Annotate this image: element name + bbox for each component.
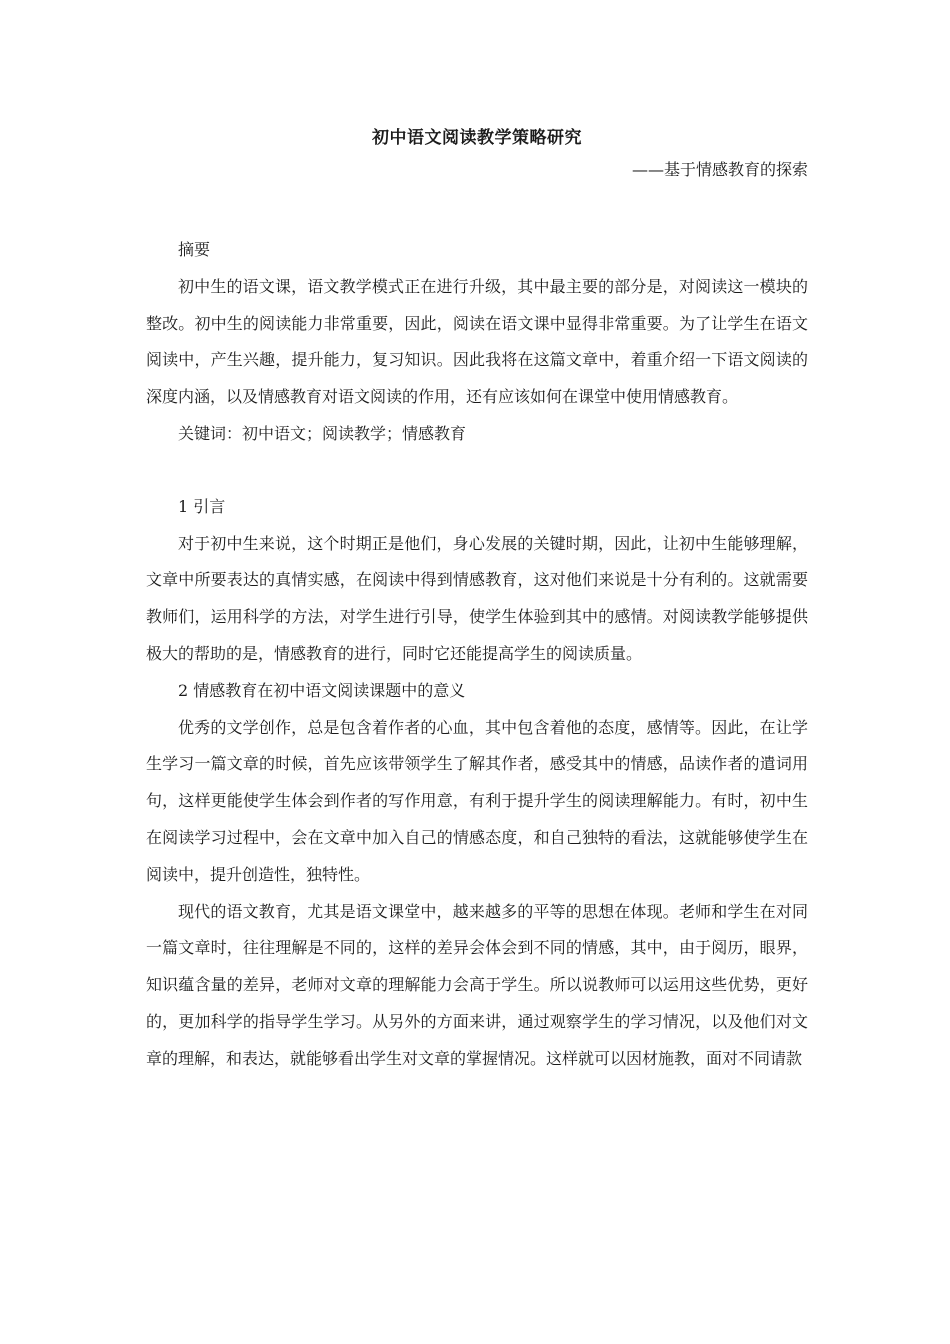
document-title: 初中语文阅读教学策略研究 <box>372 128 582 148</box>
document-body <box>146 122 808 1078</box>
document-subtitle: ——基于情感教育的探索 <box>631 160 808 179</box>
section2-paragraph-1: 优秀的文学创作，总是包含着作者的心血，其中包含着他的态度，感情等。因此，在让学生学习一篇文章的时候，首先应该带领学生了解其作者，感受其中的情感，品读作者的遣词用句，这样更能使学生体会到作者的写作用意，有利于提升学生的阅读理解能力。有时，初中生在阅读学习过程中，会在文章中加入自己的情感态度，和自己独特的看法，这就能够使学生在阅读中，提升创造性，独特性。 <box>146 717 808 884</box>
spacer <box>146 186 808 232</box>
section1-heading: 1 引言 <box>178 496 226 516</box>
keywords-line: 关键词：初中语文；阅读教学；情感教育 <box>178 423 467 443</box>
abstract-heading: 摘要 <box>178 240 211 259</box>
section2-paragraph-2: 现代的语文教育，尤其是语文课堂中，越来越多的平等的思想在体现。老师和学生在对同一篇文章时，往往理解是不同的，这样的差异会体会到不同的情感，其中，由于阅历，眼界，知识蕴含量的差异，老师对文章的理解能力会高于学生。所以说教师可以运用这些优势，更好的，更加科学的指导学生学习。从另外的方面来讲，通过观察学生的学习情况，以及他们对文章的理解，和表达，就能够看出学生对文章的掌握情况。这样就可以因材施教，面对不同请款 <box>146 901 808 1068</box>
spacer <box>146 453 808 489</box>
section1-text: 对于初中生来说，这个时期正是他们，身心发展的关键时期，因此，让初中生能够理解，文章中所要表达的真情实感，在阅读中得到情感教育，这对他们来说是十分有利的。这就需要教师们，运用科学的方法，对学生进行引导，使学生体验到其中的感情。对阅读教学能够提供极大的帮助的是，情感教育的进行，同时它还能提高学生的阅读质量。 <box>146 533 808 663</box>
section2-heading: 2 情感教育在初中语文阅读课题中的意义 <box>178 680 466 700</box>
abstract-text: 初中生的语文课，语文教学模式正在进行升级，其中最主要的部分是，对阅读这一模块的整改。初中生的阅读能力非常重要，因此，阅读在语文课中显得非常重要。为了让学生在语文阅读中，产生兴趣，提升能力，复习知识。因此我将在这篇文章中，着重介绍一下语文阅读的深度内涵，以及情感教育对语文阅读的作用，还有应该如何在课堂中使用情感教育。 <box>146 276 808 407</box>
